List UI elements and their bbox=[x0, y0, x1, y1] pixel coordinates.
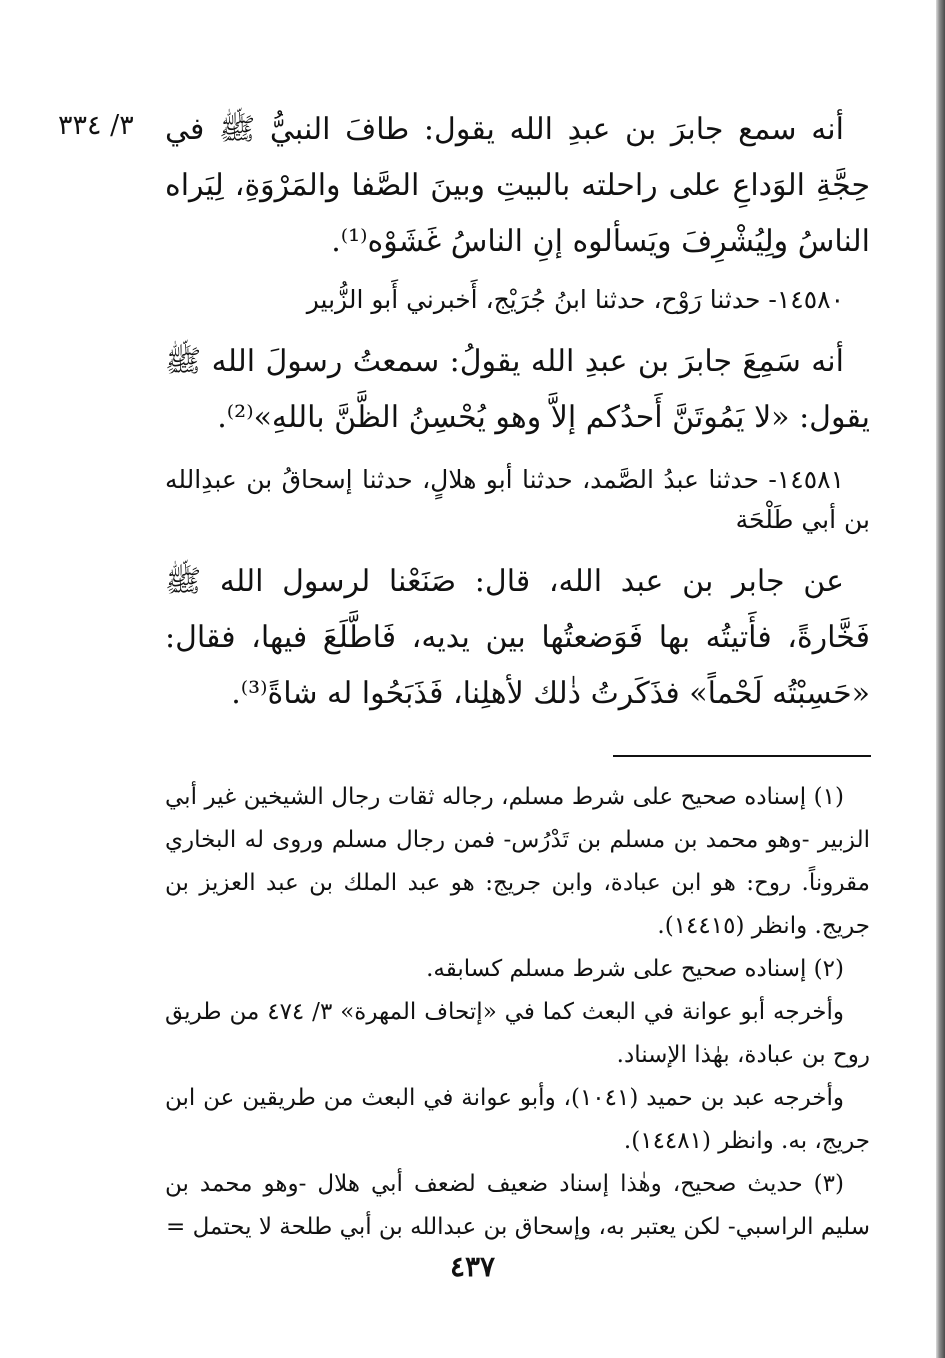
footnote-paragraph: وأخرجه عبد بن حميد (١٠٤١)، وأبو عوانة في البعث من طريقين عن ابن جريج، به. وانظر (١٤٤٨١). bbox=[165, 1085, 870, 1154]
hadith-text-paragraph: أنه سَمِعَ جابرَ بن عبدِ الله يقولُ: سمعتُ رسولَ الله ﷺ يقول: «لا يَمُوتَنَّ أَحدُكم إلاَّ وهو يُحْسِنُ الظَّنَّ باللهِ»⁽²⁾. bbox=[165, 344, 870, 435]
hadith-isnad-line: ١٤٥٨١- حدثنا عبدُ الصَّمد، حدثنا أبو هلالٍ، حدثنا إسحاقُ بن عبدِالله بن أبي طَلْحَة bbox=[165, 465, 870, 534]
hadith-text-paragraph: أنه سمع جابرَ بن عبدِ الله يقول: طافَ النبيُّ ﷺ في حِجَّةِ الوَداعِ على راحلته بالبيتِ وبينَ الصَّفا والمَرْوَةِ، لِيَراه الناسُ ولِيُشْرِفَ ويَسألوه إنِ الناسُ غَشَوْه⁽¹⁾. bbox=[165, 112, 870, 259]
footnote-paragraph: وأخرجه أبو عوانة في البعث كما في «إتحاف المهرة» ٣/ ٤٧٤ من طريق روح بن عبادة، بهٰذا الإسناد. bbox=[165, 999, 870, 1068]
margin-volume-page-reference: ٣/ ٣٣٤ bbox=[58, 110, 134, 141]
footnote-paragraph: (١) إسناده صحيح على شرط مسلم، رجاله ثقات رجال الشيخين غير أبي الزبير -وهو محمد بن مسلم بن تَدْرُس- فمن رجال مسلم وروى له البخاري مقروناً. روح: هو ابن عبادة، وابن جريج: هو عبد الملك بن عبد العزيز بن جريج. وانظر (١٤٤١٥). bbox=[165, 784, 870, 939]
page-edge-shadow bbox=[936, 0, 945, 1358]
footnotes bbox=[165, 776, 870, 1249]
footnote-paragraph: (٣) حديث صحيح، وهٰذا إسناد ضعيف لضعف أبي هلال -وهو محمد بن سليم الراسبي- لكن يعتبر به، وإسحاق بن عبدالله بن أبي طلحة لا يحتمل = bbox=[165, 1171, 870, 1240]
footnote-separator bbox=[613, 755, 871, 757]
hadith-text-paragraph: عن جابر بن عبد الله، قال: صَنَعْنا لرسول الله ﷺ فَخَّارةً، فأَتيتُه بها فَوَضعتُها بين يديه، فَاطَّلَعَ فيها، فقال: «حَسِبْتُه لَحْماً» فذَكَرتُ ذٰلك لأهلِنا، فَذَبَحُوا له شاةً⁽³⁾. bbox=[165, 564, 870, 711]
page-number: ٤٣٧ bbox=[449, 1250, 496, 1283]
hadith-isnad-line: ١٤٥٨٠- حدثنا رَوْح، حدثنا ابنُ جُرَيْج، أَخبرني أَبو الزُّبير bbox=[306, 285, 844, 314]
hadith-body bbox=[165, 102, 870, 722]
footnote-paragraph: (٢) إسناده صحيح على شرط مسلم كسابقه. bbox=[426, 956, 844, 982]
